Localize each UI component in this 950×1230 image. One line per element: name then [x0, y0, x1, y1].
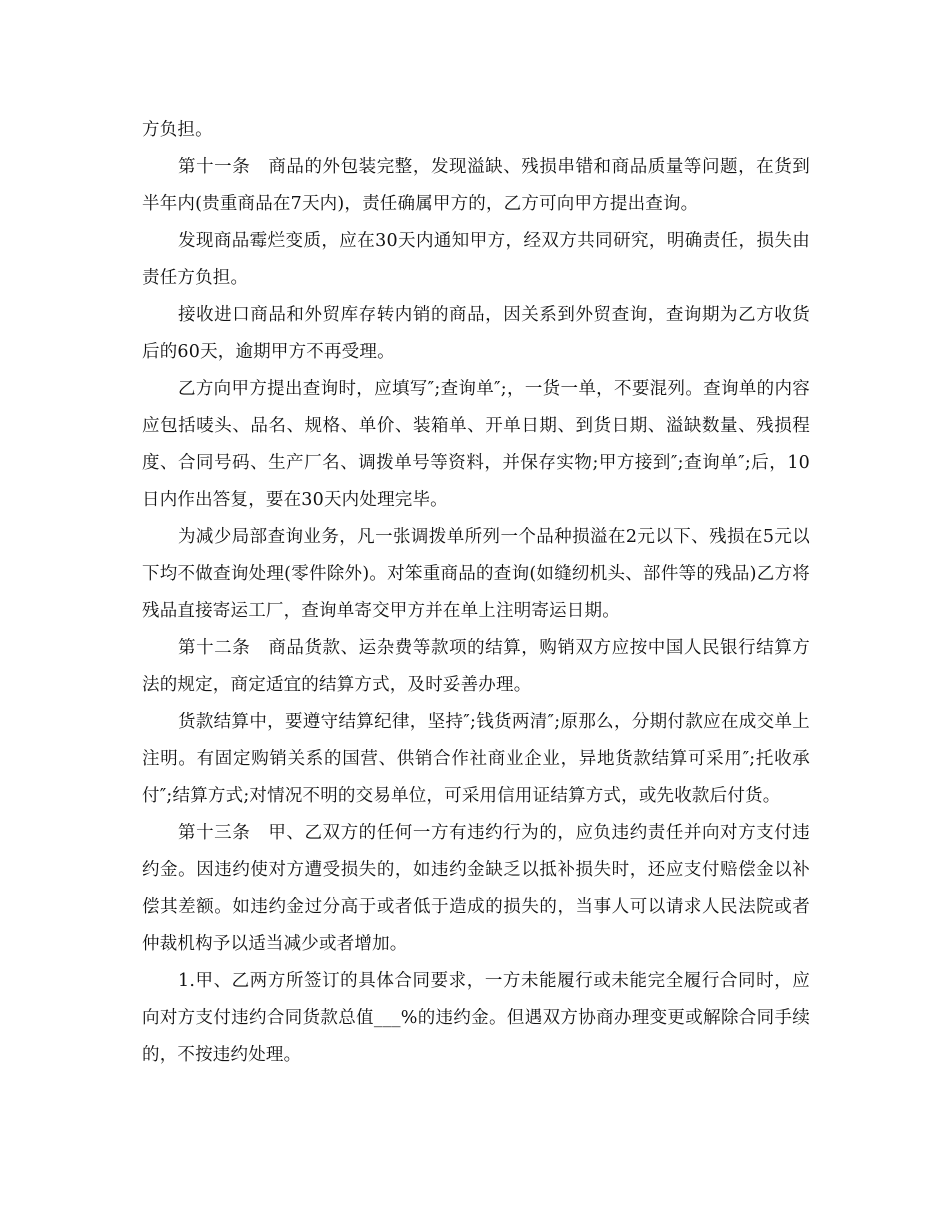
paragraph-settlement: 货款结算中，要遵守结算纪律，坚持″;钱货两清″;原那么，分期付款应在成交单上注明。有固定购销关系的国营、供销合作社商业企业，异地货款结算可采用″;托收承付″;结算方式;对情况不明的交易单位，可采用信用证结算方式，或先收款后付货。 — [142, 712, 810, 806]
paragraph-continuation: 方负担。 — [142, 120, 213, 140]
paragraph-spoilage: 发现商品霉烂变质，应在30天内通知甲方，经双方共同研究，明确责任，损失由责任方负担。 — [142, 231, 810, 288]
paragraph-minor-losses: 为减少局部查询业务，凡一张调拨单所列一个品种损溢在2元以下、残损在5元以下均不做查询处理(零件除外)。对笨重商品的查询(如缝纫机头、部件等的残品)乙方将残品直接寄运工厂，查询单寄交甲方并在单上注明寄运日期。 — [142, 527, 810, 621]
paragraph-article-13: 第十三条 甲、乙双方的任何一方有违约行为的，应负违约责任并向对方支付违约金。因违约使对方遭受损失的，如违约金缺乏以抵补损失时，还应支付赔偿金以补偿其差额。如违约金过分高于或者低于造成的损失的，当事人可以请求人民法院或者仲裁机构予以适当减少或者增加。 — [142, 823, 810, 954]
paragraph-clause-1: 1.甲、乙两方所签订的具体合同要求，一方未能履行或未能完全履行合同时，应向对方支付违约合同货款总值___%的违约金。但遇双方协商办理变更或解除合同手续的，不按违约处理。 — [142, 971, 810, 1065]
paragraph-inquiry-form: 乙方向甲方提出查询时，应填写″;查询单″;，一货一单，不要混列。查询单的内容应包括唛头、品名、规格、单价、装箱单、开单日期、到货日期、溢缺数量、残损程度、合同号码、生产厂名、调拨单号等资料，并保存实物;甲方接到″;查询单″;后，10日内作出答复，要在30天内处理完毕。 — [142, 379, 810, 510]
document-page — [142, 112, 810, 1074]
paragraph-article-11: 第十一条 商品的外包装完整，发现溢缺、残损串错和商品质量等问题，在货到半年内(贵重商品在7天内)，责任确属甲方的，乙方可向甲方提出查询。 — [142, 157, 810, 214]
paragraph-article-12: 第十二条 商品货款、运杂费等款项的结算，购销双方应按中国人民银行结算方法的规定，商定适宜的结算方式，及时妥善办理。 — [142, 638, 810, 695]
paragraph-import-goods: 接收进口商品和外贸库存转内销的商品，因关系到外贸查询，查询期为乙方收货后的60天，逾期甲方不再受理。 — [142, 305, 810, 362]
